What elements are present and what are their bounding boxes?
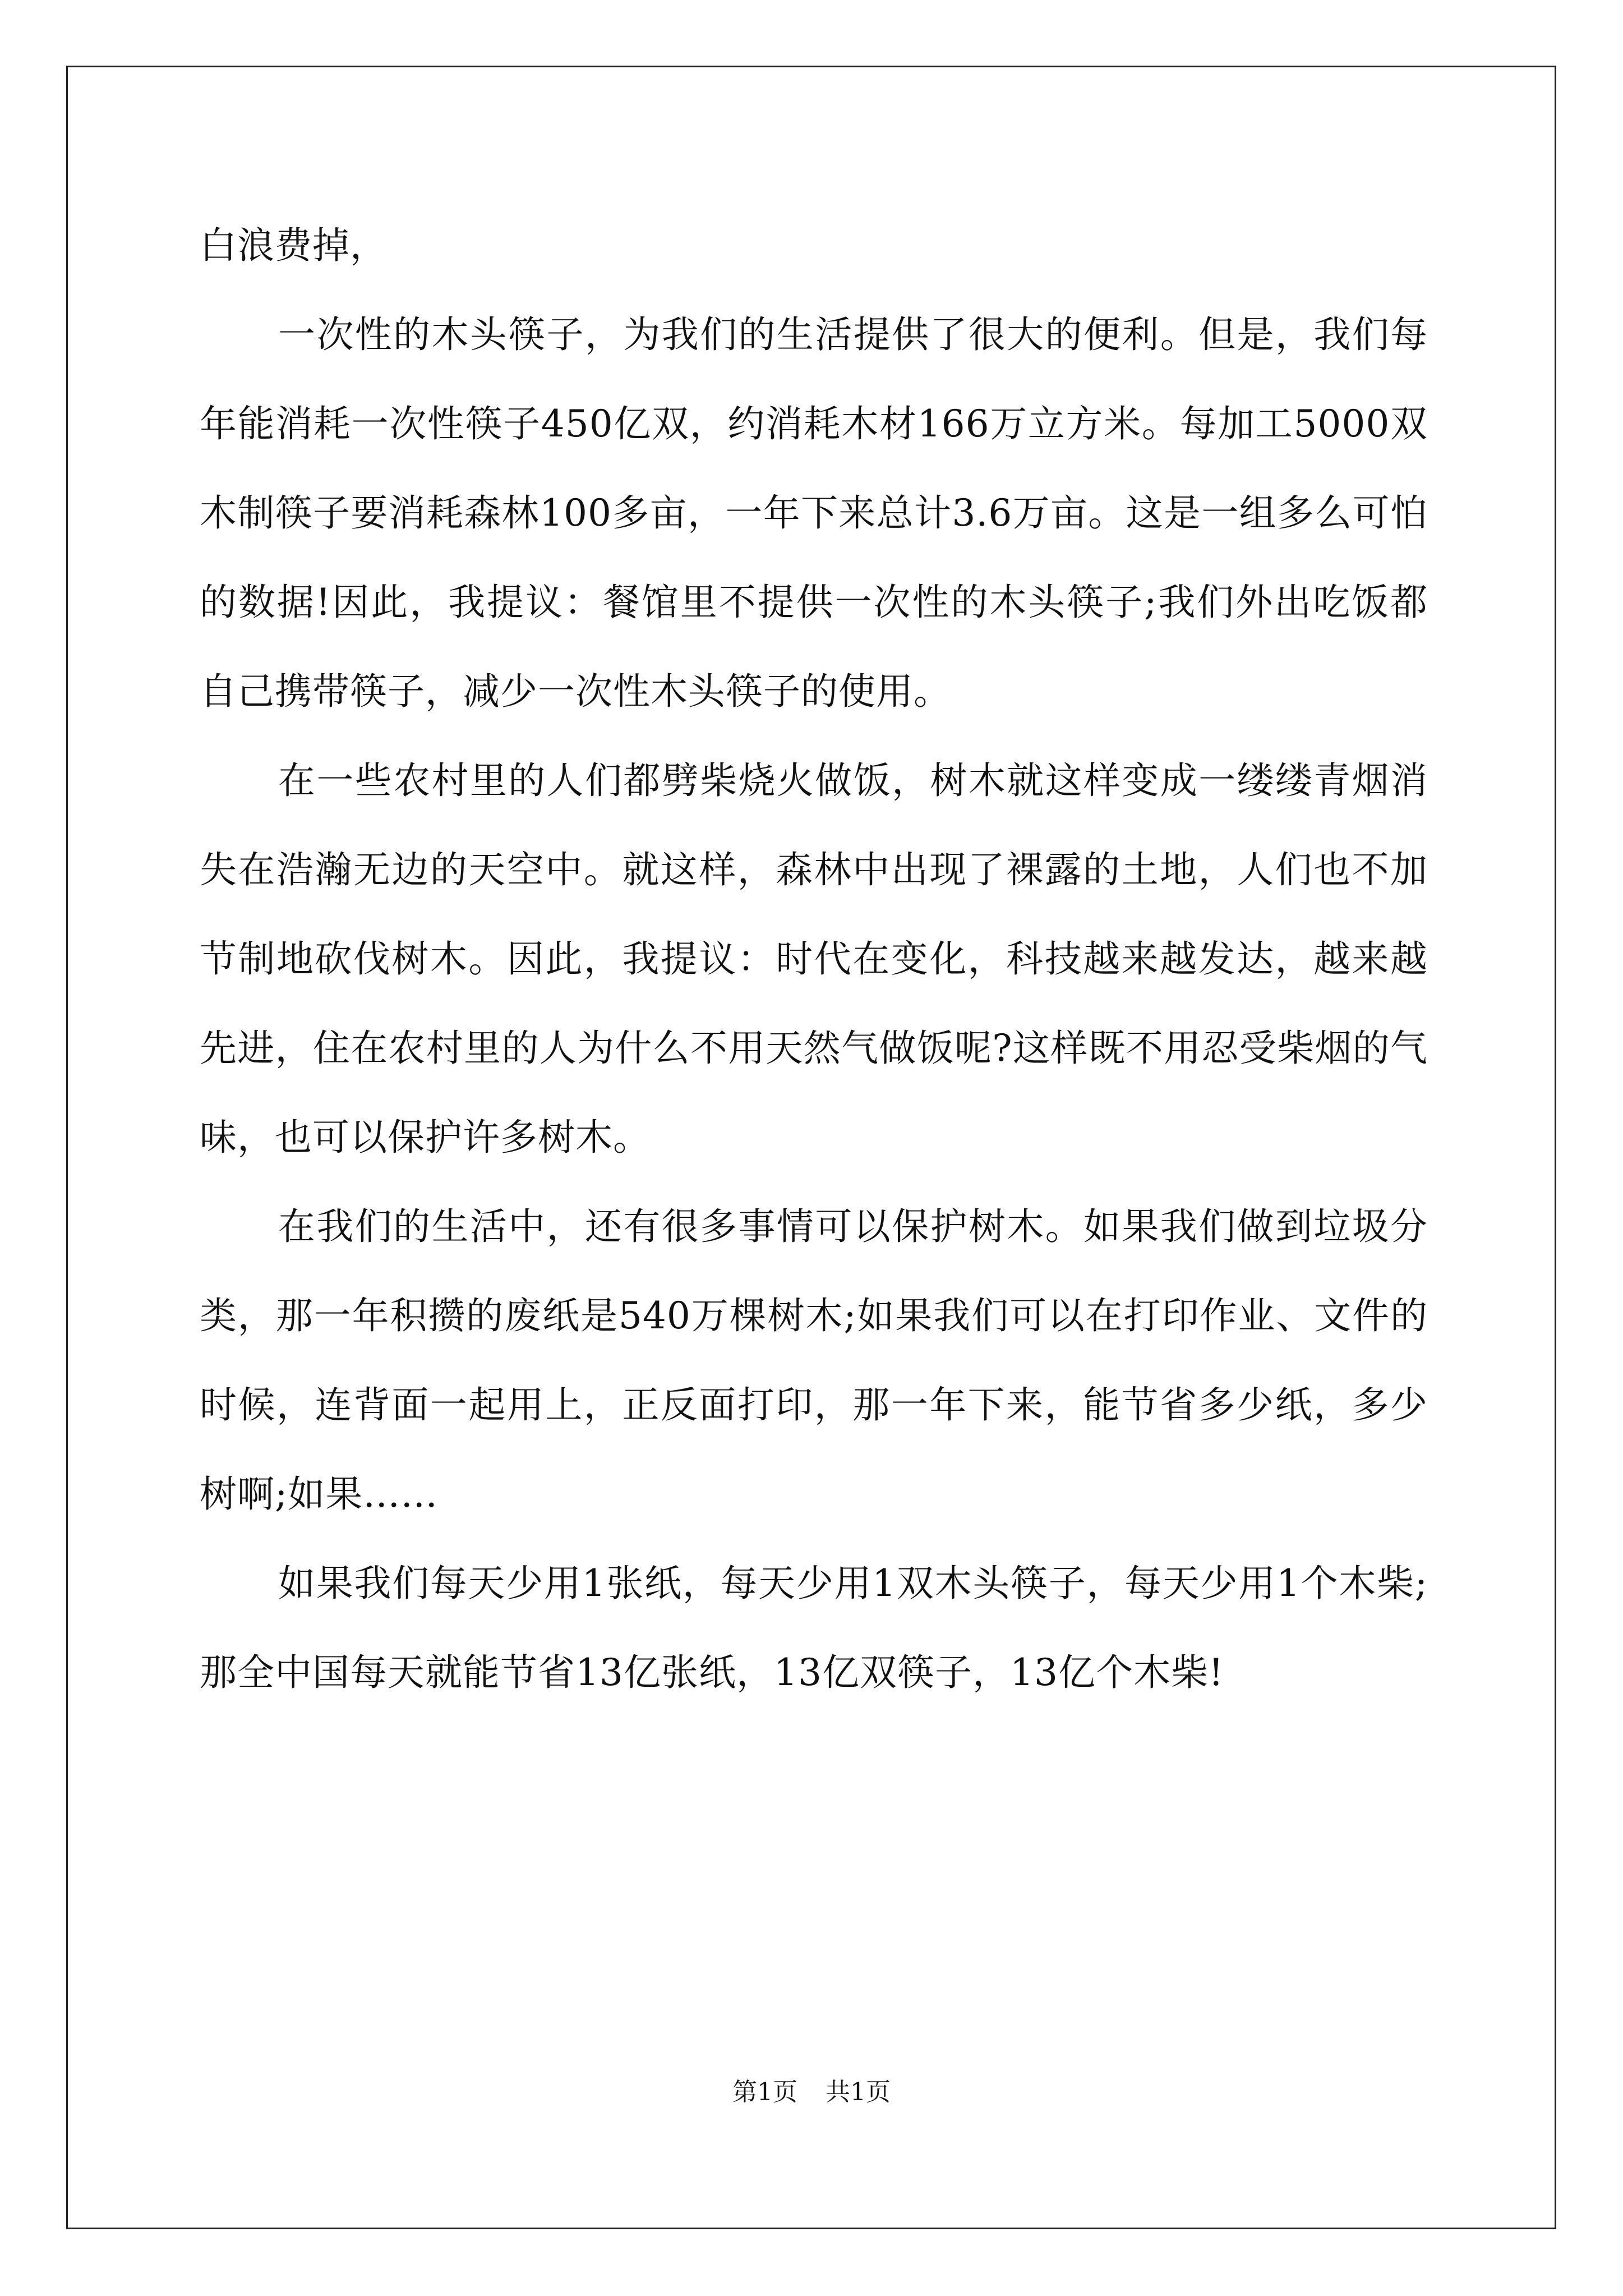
document-body bbox=[200, 201, 1428, 1717]
paragraph-2: 一次性的木头筷子，为我们的生活提供了很大的便利。但是，我们每年能消耗一次性筷子450亿双，约消耗木材166万立方米。每加工5000双木制筷子要消耗森林100多亩，一年下来总计3.6万亩。这是一组多么可怕的数据!因此，我提议：餐馆里不提供一次性的木头筷子;我们外出吃饭都自己携带筷子，减少一次性木头筷子的使用。 bbox=[200, 313, 1428, 713]
paragraph-4: 在我们的生活中，还有很多事情可以保护树木。如果我们做到垃圾分类，那一年积攒的废纸是540万棵树木;如果我们可以在打印作业、文件的时候，连背面一起用上，正反面打印，那一年下来，能节省多少纸，多少树啊;如果…… bbox=[200, 1205, 1428, 1516]
paragraph-5: 如果我们每天少用1张纸，每天少用1双木头筷子，每天少用1个木柴;那全中国每天就能节省13亿张纸，13亿双筷子，13亿个木柴! bbox=[200, 1562, 1428, 1694]
paragraph-1: 白浪费掉， bbox=[200, 224, 388, 267]
page-current-label: 第1页 bbox=[732, 2078, 797, 2106]
page-total-label: 共1页 bbox=[826, 2078, 891, 2106]
paragraph-3: 在一些农村里的人们都劈柴烧火做饭，树木就这样变成一缕缕青烟消失在浩瀚无边的天空中。就这样，森林中出现了裸露的土地，人们也不加节制地砍伐树木。因此，我提议：时代在变化，科技越来越发达，越来越先进，住在农村里的人为什么不用天然气做饭呢?这样既不用忍受柴烟的气味，也可以保护许多树木。 bbox=[200, 759, 1428, 1159]
page-footer bbox=[0, 2076, 1623, 2109]
